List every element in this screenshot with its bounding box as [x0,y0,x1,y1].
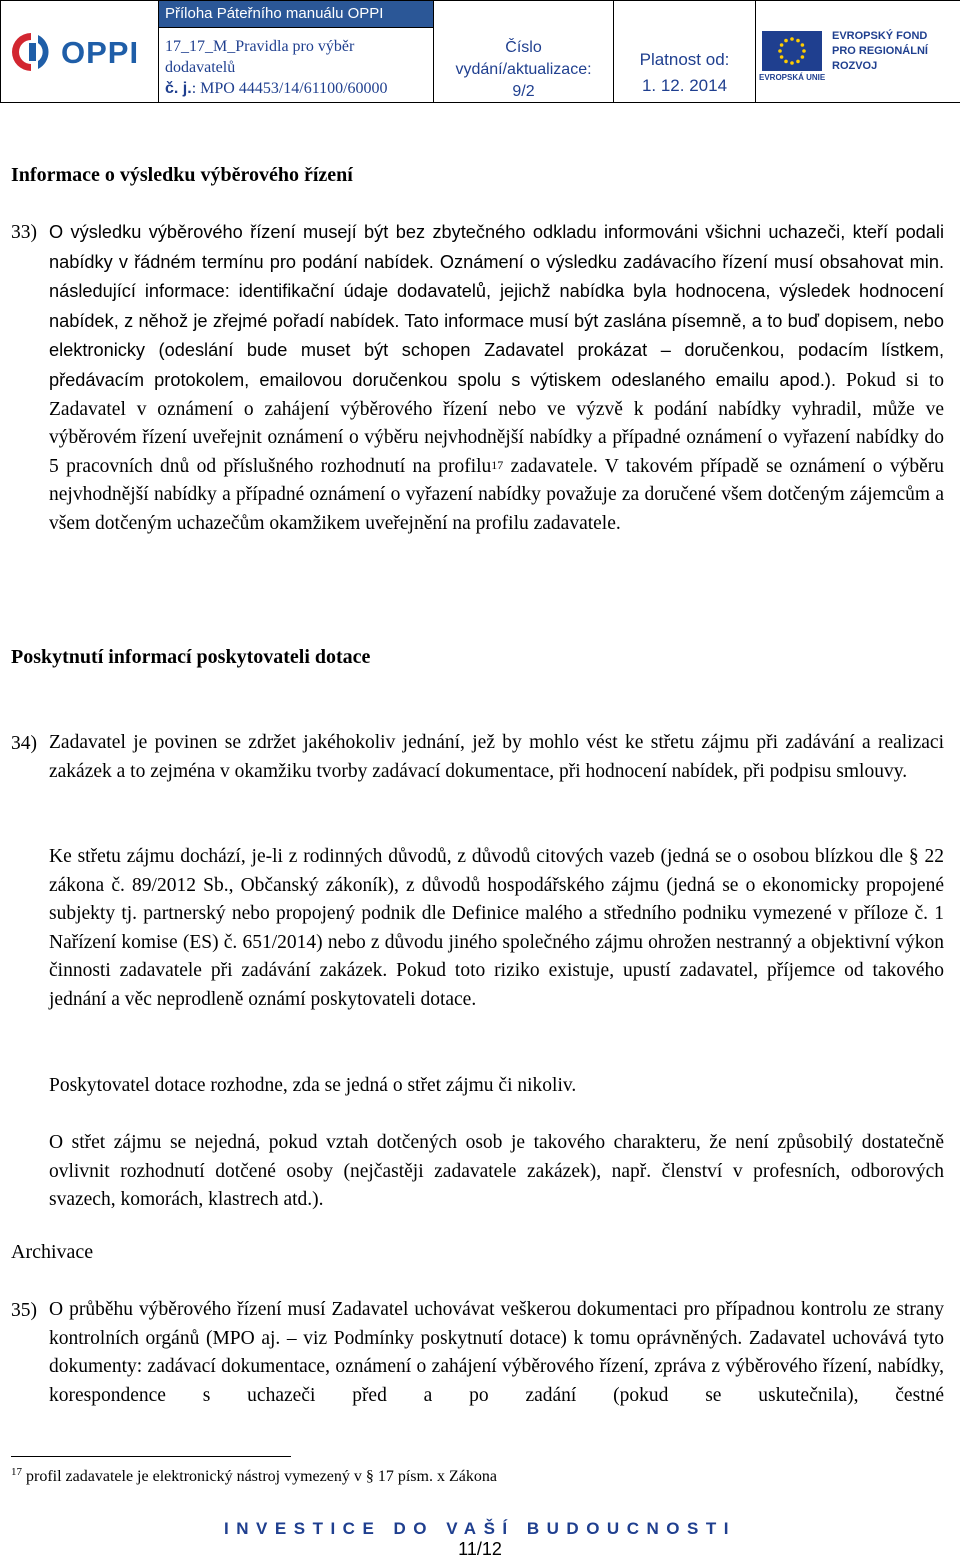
page-number: 11/12 [458,1539,502,1559]
doc-title-line-1: 17_17_M_Pravidla pro výběr [165,38,355,55]
paragraph-34-1 [49,729,944,786]
section-heading-archiving: Archivace [11,1241,94,1263]
item-number-33: 33) [11,222,37,243]
eu-fund-line-1: EVROPSKÝ FOND [832,30,928,42]
doc-title-line-2: dodavatelů [165,59,236,76]
eu-flag-icon [762,31,822,71]
validity-cell [614,1,756,103]
annex-bar [159,1,433,28]
validity-label: Platnost od: [639,50,730,69]
footnote-number: 17 [11,1466,22,1478]
issue-label-2: vydání/aktualizace: [455,61,592,78]
issue-value: 9/2 [512,83,535,100]
footer-slogan: INVESTICE DO VAŠÍ BUDOUCNOSTI [224,1519,736,1538]
footnote-ref-17: 17 [491,457,504,472]
reference-number [165,80,388,98]
eu-logo-cell [756,1,960,103]
paragraph-35-text: O průběhu výběrového řízení musí Zadavatel uchovávat veškerou dokumentaci pro případnou kontrolu ze strany kontrolních orgánů (MPO aj. – viz Podmínky poskytnutí dotace) k tomu oprávněných. Zadavatel uchovává tyto dokumenty: zadávací dokumentace, oznámení o zahájení výběrového řízení, zpráva z výběrového řízení, nabídky, korespondence s uchazeči před a po zadání (pokud se uskutečnila), čestné [49,1299,944,1406]
eu-fund-label [832,29,928,74]
paragraph-33-part-b: Tato informace musí být zaslána písemně, a to buď dopisem, nebo elektronicky (odeslání bude muset být schopen Zadavatel prokázat – doručenkou, podacím lístkem, předávacím protokolem, emailovou doručenkou spolu s výtiskem odeslaného emailu apod.). [49,310,944,390]
footnote-text: profil zadavatele je elektronický nástroj vymezený v § 17 písm. x Zákona [22,1468,497,1485]
paragraph-34-3-text: Poskytovatel dotace rozhodne, zda se jedná o střet zájmu či nikoliv. [49,1075,577,1096]
paragraph-33 [49,218,944,539]
issue-cell [434,1,614,103]
oppi-logo-text: OPPI [61,35,140,70]
footnote-separator [11,1456,291,1457]
reference-label: č. j. [165,80,192,97]
section-heading-information: Poskytnutí informací poskytovateli dotace [11,646,371,668]
eu-fund-line-3: ROZVOJ [832,60,878,72]
eu-union-label: EVROPSKÁ UNIE [759,73,826,82]
paragraph-34-2-text: Ke střetu zájmu dochází, je-li z rodinných důvodů, z důvodů citových vazeb (jedná se o osobou blízkou dle § 22 zákona č. 89/2012 Sb., Občanský zákoník), z důvodů hospodářského zájmu (jedná se o ekonomicky propojené subjekty tj. partnerský nebo propojený podnik dle Definice malého a středního podniku vymezené v příloze č. 1 Nařízení komise (ES) č. 651/2014) nebo z důvodu jiného společného zájmu ohrožen nestranný a objektivní výkon činnosti zadavatele při zadávání zakázek. Pokud toto riziko existuje, upustí zadavatel, příjemce od takového jednání a věc neprodleně oznámí poskytovateli dotace. [49,846,944,1010]
paragraph-35 [49,1296,944,1410]
paragraph-34-2 [49,843,944,1015]
annex-title: Příloha Páteřního manuálu OPPI [165,5,384,22]
item-number-35: 35) [11,1300,37,1321]
issue-label-1: Číslo [505,39,542,56]
oppi-logo-icon [11,31,51,73]
section-heading-result: Informace o výsledku výběrového řízení [11,164,353,186]
paragraph-33-part-c: Pokud si to Zadavatel v oznámení o zahájení výběrového řízení nebo ve výzvě k podání nabídky vyhradil, může ve výběrovém řízení uveřejnit oznámení o výběru nejvhodnější nabídky a případné oznámení o vyřazení nabídky do 5 pracovních dnů od příslušného rozhodnutí na profilu [49,369,944,477]
document-info-cell [159,1,434,103]
reference-value: : MPO 44453/14/61100/60000 [191,80,388,97]
header-table [0,0,960,103]
validity-value: 1. 12. 2014 [641,76,728,95]
paragraph-34-4 [49,1129,944,1215]
footnote-17 [11,1468,497,1486]
oppi-logo-cell [1,1,159,103]
paragraph-34-4-text: O střet zájmu se nejedná, pokud vztah dotčených osob je takového charakteru, že není způsobilý dostatečně ovlivnit rozhodnutí dotčené osoby (nejčastěji zadavatele zakázek), např. členství v profesních, odborových svazech, komorách, klastrech atd.). [49,1132,944,1211]
document-header [0,0,960,104]
paragraph-33-part-d: zadavatele. V takovém případě se oznámení o výběru nejvhodnější nabídky a případné oznámení o vyřazení nabídky považuje za doručené všem dotčeným zájemcům a všem dotčeným uchazečům okamžikem uveřejnění na profilu zadavatele. [49,455,944,534]
eu-fund-line-2: PRO REGIONÁLNÍ [832,45,928,57]
paragraph-34-1-text: Zadavatel je povinen se zdržet jakéhokoliv jednání, jež by mohlo vést ke střetu zájmu při zadávání a realizaci zakázek a to zejména v okamžiku tvorby zadávací dokumentace, při hodnocení nabídek, při podpisu smlouvy. [49,732,944,782]
paragraph-33-part-a: O výsledku výběrového řízení musejí být bez zbytečného odkladu informováni všichni uchazeči, kteří podali nabídky v řádném termínu pro podání nabídek. Oznámení o výsledku zadávacího řízení musí obsahovat min. následující informace: identifikační údaje dodavatelů, jejichž nabídka byla hodnocena, výsledek hodnocení nabídek, z něhož je zřejmé pořadí nabídek. [49,222,944,331]
paragraph-34-3 [49,1072,944,1101]
item-number-34: 34) [11,733,37,754]
